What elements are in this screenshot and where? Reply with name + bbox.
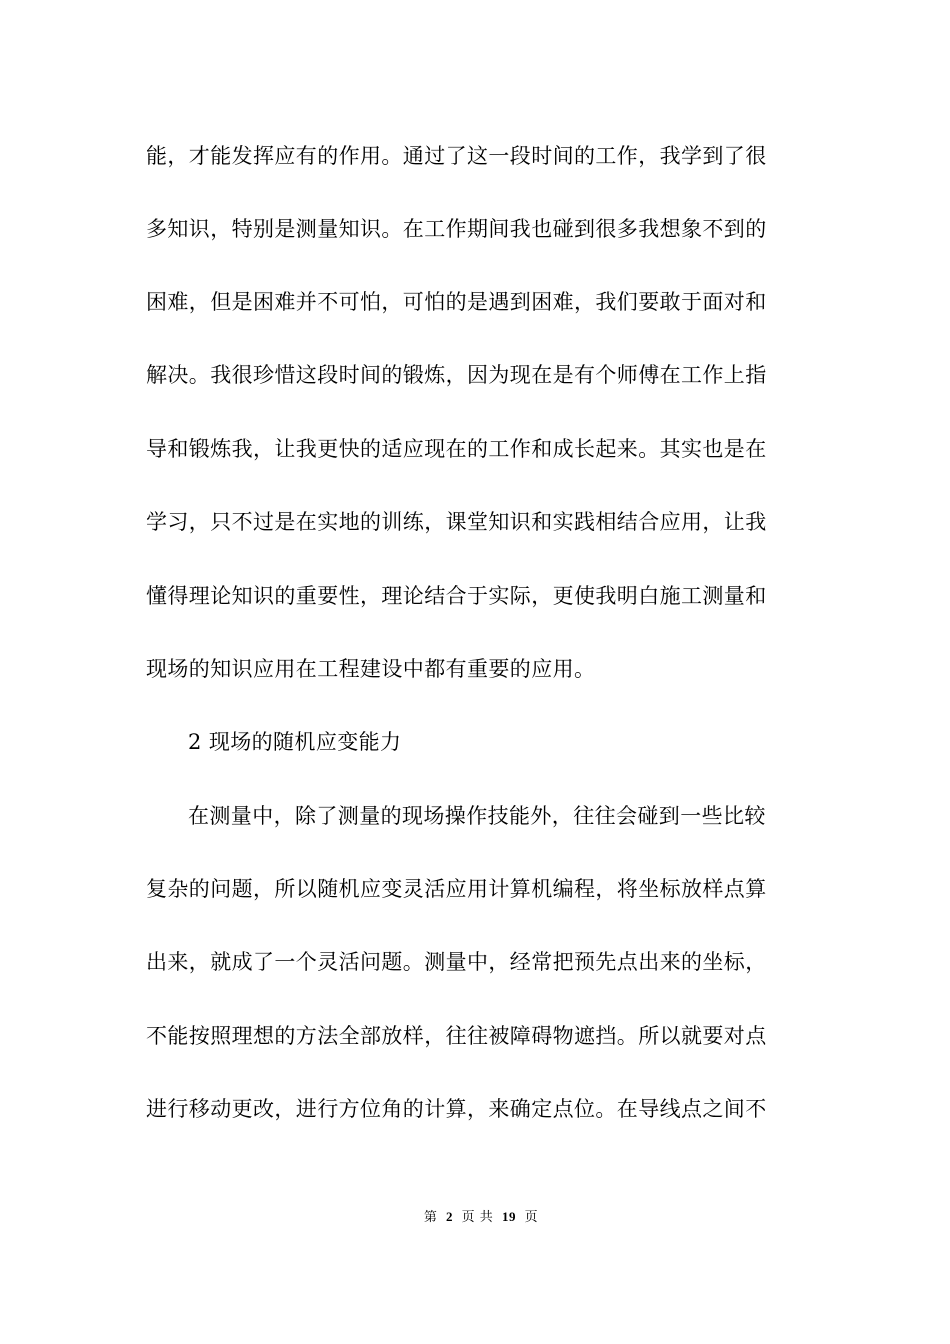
text-line: 懂得理论知识的重要性，理论结合于实际，更使我明白施工测量和 xyxy=(146,584,767,608)
current-page-number: 2 xyxy=(446,1209,454,1224)
footer-prefix: 第 xyxy=(423,1210,438,1225)
text-line: 现场的知识应用在工程建设中都有重要的应用。 xyxy=(146,657,596,681)
text-line: 解决。我很珍惜这段时间的锻炼，因为现在是有个师傅在工作上指 xyxy=(146,363,767,387)
total-pages-number: 19 xyxy=(501,1209,516,1224)
section-heading: 2 现场的随机应变能力 xyxy=(188,730,402,754)
text-line: 不能按照理想的方法全部放样，往往被障碍物遮挡。所以就要对点 xyxy=(146,1024,767,1048)
text-line: 导和锻炼我，让我更快的适应现在的工作和成长起来。其实也是在 xyxy=(146,437,767,461)
footer-suffix: 页 xyxy=(524,1210,539,1225)
text-line: 进行移动更改，进行方位角的计算，来确定点位。在导线点之间不 xyxy=(146,1097,767,1121)
text-line: 困难，但是困难并不可怕，可怕的是遇到困难，我们要敢于面对和 xyxy=(146,290,767,314)
text-line: 复杂的问题，所以随机应变灵活应用计算机编程，将坐标放样点算 xyxy=(146,877,767,901)
footer-middle: 页 共 xyxy=(461,1210,494,1225)
text-line: 在测量中，除了测量的现场操作技能外，往往会碰到一些比较 xyxy=(188,804,766,828)
text-line: 能，才能发挥应有的作用。通过了这一段时间的工作，我学到了很 xyxy=(146,144,767,168)
text-line: 学习，只不过是在实地的训练，课堂知识和实践相结合应用，让我 xyxy=(146,510,767,534)
page-footer xyxy=(0,1208,950,1227)
text-line: 出来，就成了一个灵活问题。测量中，经常把预先点出来的坐标， xyxy=(146,950,767,974)
text-line: 多知识，特别是测量知识。在工作期间我也碰到很多我想象不到的 xyxy=(146,217,767,241)
